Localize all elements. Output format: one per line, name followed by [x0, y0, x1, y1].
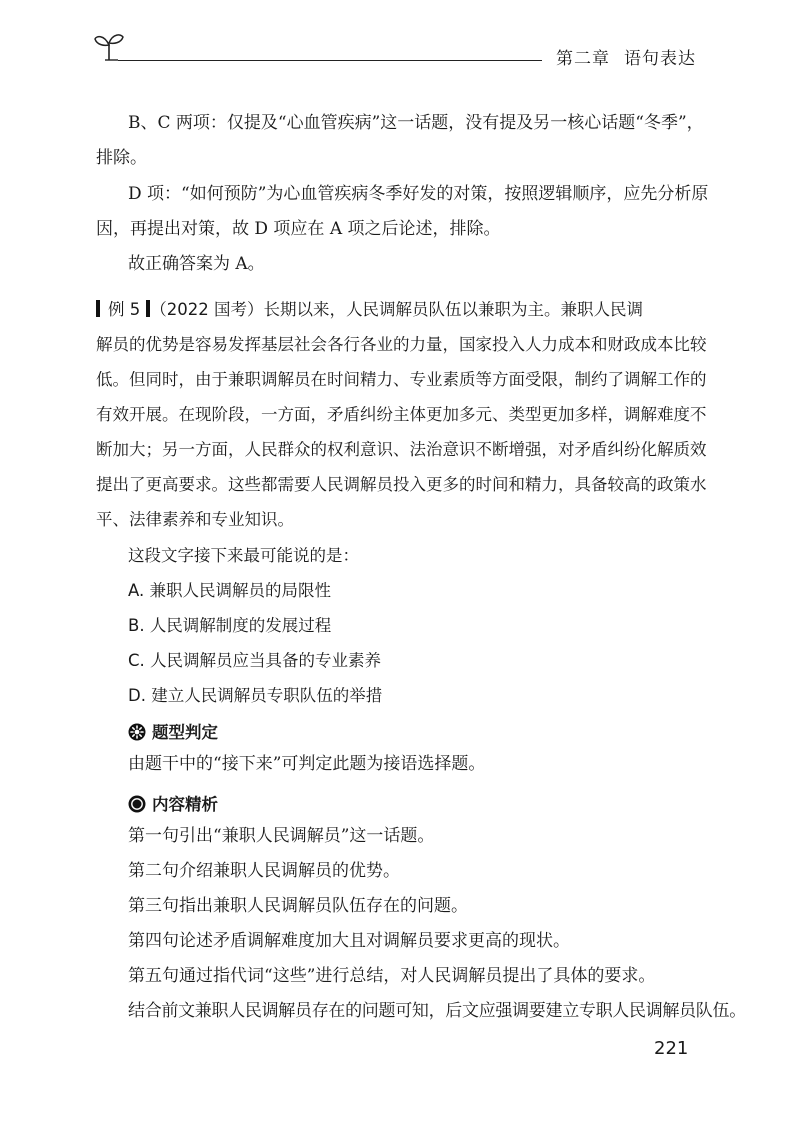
question-text: 这段文字接下来最可能说的是：: [128, 546, 359, 565]
analysis-line: 因，再提出对策，故 D 项应在 A 项之后论述，排除。: [96, 219, 501, 239]
answer-line: 故正确答案为 A。: [128, 254, 265, 274]
sprout-icon: [92, 30, 126, 62]
example-stem-line: 低。但同时，由于兼职调解员在时间精力、专业素质等方面受限，制约了调解工作的: [96, 370, 707, 389]
analysis-line: D 项：“如何预防”为心血管疾病冬季好发的对策，按照逻辑顺序，应先分析原: [128, 184, 709, 204]
section-label: 语句表达: [624, 49, 696, 69]
chapter-label: 第二章: [556, 49, 610, 69]
option-d: D. 建立人民调解员专职队伍的举措: [128, 686, 383, 705]
example-stem-line: 提出了更高要求。这些都需要人民调解员投入更多的时间和精力，具备较高的政策水: [96, 475, 707, 494]
analysis-sentence: 第三句指出兼职人民调解员队伍存在的问题。: [128, 896, 468, 916]
content-analysis-title: 内容精析: [152, 795, 218, 814]
option-a: A. 兼职人民调解员的局限性: [128, 581, 331, 600]
type-judgement-text: 由题干中的“接下来”可判定此题为接语选择题。: [128, 754, 486, 774]
header-rule: [118, 60, 542, 61]
analysis-line: 排除。: [96, 148, 147, 168]
analysis-sentence: 第一句引出“兼职人民调解员”这一话题。: [128, 826, 435, 846]
running-header: [556, 44, 696, 69]
page-number: 221: [654, 1038, 689, 1059]
option-c: C. 人民调解员应当具备的专业素养: [128, 651, 382, 670]
example-stem-line: 平、法律素养和专业知识。: [96, 510, 294, 529]
gear-icon: [128, 723, 146, 741]
example-bar-left: [96, 300, 100, 317]
example-heading-line: [96, 299, 643, 321]
analysis-line: B、C 两项：仅提及“心血管疾病”这一话题，没有提及另一核心话题“冬季”，: [128, 113, 704, 133]
analysis-conclusion: 结合前文兼职人民调解员存在的问题可知，后文应强调要建立专职人民调解员队伍。: [128, 1001, 746, 1021]
type-judgement-heading: [128, 719, 218, 743]
content-analysis-heading: [128, 791, 218, 815]
example-source: （2022 国考）: [150, 300, 264, 319]
example-stem-line: 断加大；另一方面，人民群众的权利意识、法治意识不断增强，对矛盾纠纷化解质效: [96, 440, 707, 459]
example-stem-line: 有效开展。在现阶段，一方面，矛盾纠纷主体更加多元、类型更加多样，调解难度不: [96, 405, 707, 424]
example-stem-line: 解员的优势是容易发挥基层社会各行各业的力量，国家投入人力成本和财政成本比较: [96, 335, 707, 354]
compass-icon: [128, 795, 146, 813]
example-stem-line: 长期以来，人民调解员队伍以兼职为主。兼职人民调: [263, 300, 643, 319]
option-b: B. 人民调解制度的发展过程: [128, 616, 332, 635]
type-judgement-title: 题型判定: [152, 723, 218, 742]
analysis-sentence: 第四句论述矛盾调解难度加大且对调解员要求更高的现状。: [128, 931, 570, 951]
example-label: 例 5: [108, 300, 141, 319]
analysis-sentence: 第五句通过指代词“这些”进行总结，对人民调解员提出了具体的要求。: [128, 966, 656, 986]
analysis-sentence: 第二句介绍兼职人民调解员的优势。: [128, 861, 400, 881]
